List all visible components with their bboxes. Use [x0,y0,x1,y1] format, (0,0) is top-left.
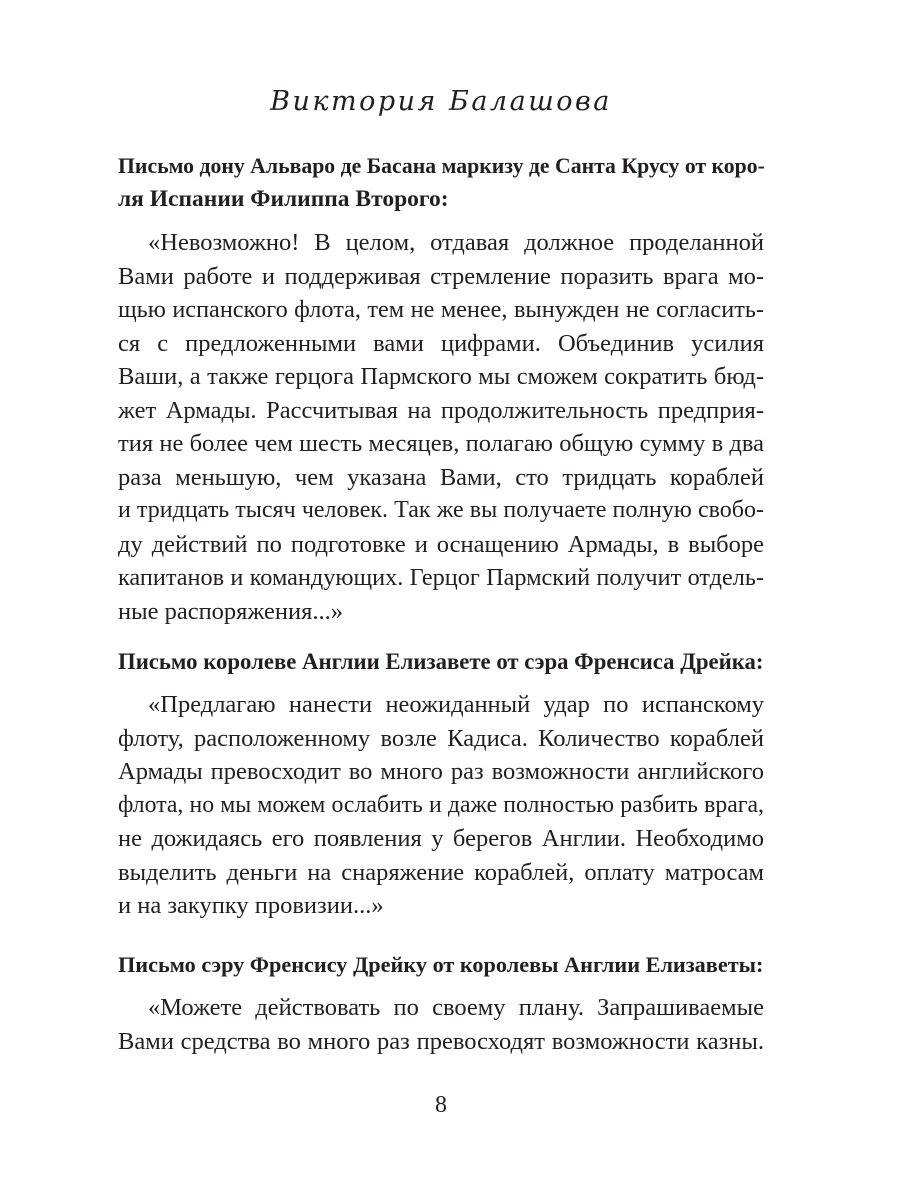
section-heading [118,645,764,678]
body-line: флота, но мы можем ослабить и даже полностью разбить врага, [118,791,764,818]
body-line: ся с предложенными вами цифрами. Объединив усилия [118,329,764,357]
body-line: «Можете действовать по своему плану. Запрашиваемые [148,994,764,1021]
running-head: Виктория Балашова [270,86,612,117]
body-line: Армады превосходит во много раз возможности английского [118,758,764,785]
section-2 [118,645,764,678]
body-line: жет Армады. Рассчитывая на продолжительность предприя- [118,396,764,424]
body-line: тия не более чем шесть месяцев, полагаю общую сумму в два [118,430,764,457]
body-line: щью испанского флота, тем не менее, вынужден не согласить- [118,296,764,323]
section-3 [118,948,764,981]
heading-line: Письмо королеве Англии Елизавете от сэра Френсиса Дрейка: [118,649,764,674]
body-line: раза меньшую, чем указана Вами, сто тридцать кораблей [118,463,764,491]
book-page [118,0,764,1200]
section-heading [118,150,764,216]
body-line: и на закупку провизии...» [118,892,384,919]
section-3-body [118,991,764,1058]
heading-line: Письмо сэру Френсису Дрейку от королевы Англии Елизаветы: [118,952,764,977]
section-1-body [118,226,764,628]
section-heading [118,948,764,981]
body-line: «Предлагаю нанести неожиданный удар по испанскому [148,691,764,718]
body-line: выделить деньги на снаряжение кораблей, оплату матросам [118,858,764,886]
body-line: капитанов и командующих. Герцог Пармский получит отдель- [118,564,764,591]
body-line: «Невозможно! В целом, отдавая должное проделанной [148,229,764,256]
section-1 [118,150,764,216]
body-line: Ваши, а также герцога Пармского мы сможем сократить бюд- [118,363,764,390]
heading-line: ля Испании Филиппа Второго: [118,186,449,212]
body-line: и тридцать тысяч человек. Так же вы получаете полную свобо- [118,497,764,523]
page-number: 8 [435,1092,447,1118]
heading-line: Письмо дону Альваро де Басана маркизу де Санта Крусу от коро- [118,154,765,178]
body-line: не дожидаясь его появления у берегов Англии. Необходимо [118,825,764,852]
body-line: ные распоряжения...» [118,597,344,625]
body-line: флоту, расположенному возле Кадиса. Количество кораблей [118,724,764,752]
body-line: Вами средства во много раз превосходят возможности казны. [118,1027,764,1055]
body-line: ду действий по подготовке и оснащению Армады, в выборе [118,530,764,558]
body-line: Вами работе и поддерживая стремление поразить врага мо- [118,262,764,290]
section-2-body [118,688,764,923]
